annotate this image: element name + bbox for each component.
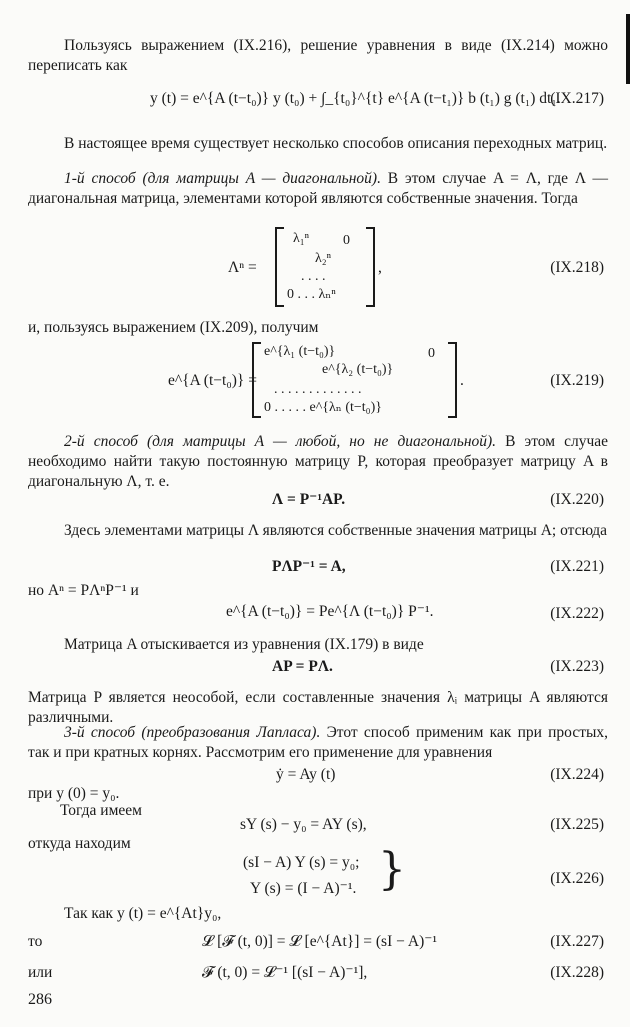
equation-225: sY (s) − y₀ = AY (s),: [240, 816, 367, 833]
equation-220: Λ = P⁻¹AP.: [272, 491, 346, 508]
equation-222: e^{A (t−t₀)} = Pe^{Λ (t−t₀)} P⁻¹.: [226, 603, 434, 620]
equation-223: AP = PΛ.: [272, 658, 333, 675]
equation-number-219: (IX.219): [550, 372, 604, 389]
equation-224: ẏ = Ay (t): [276, 766, 336, 783]
paragraph-2: В настоящее время существует несколько способов описания переходных матриц.: [64, 135, 608, 152]
paragraph-12: Тогда имеем: [60, 802, 142, 819]
matrix-cell: 0: [428, 346, 435, 361]
paragraph-7: но Aⁿ = PΛⁿP⁻¹ и: [28, 582, 139, 599]
method-1-heading: 1-й способ (для матрицы A — диагональной).: [64, 170, 381, 187]
equation-number-228: (IX.228): [550, 964, 604, 981]
matrix-cell: 0 . . . . . e^{λₙ (t−t₀)}: [264, 400, 382, 415]
matrix-cell: 0: [343, 233, 350, 248]
matrix-lambda-n: [275, 227, 375, 307]
method-3-text: Этот способ применим как при простых, так и при кратных корнях. Рассмотрим его применение для уравнения: [28, 724, 609, 761]
period: .: [460, 372, 464, 389]
matrix-cell: 0 . . . λₙⁿ: [287, 287, 336, 302]
paragraph-10: [28, 723, 608, 763]
paragraph-14: Так как y (t) = e^{At}y₀,: [64, 905, 222, 922]
paragraph-16: или: [28, 964, 53, 981]
method-1-text: В этом случае A = Λ, где Λ — диагональная матрица, элементами которой являются собственные значения. Тогда: [28, 170, 608, 207]
left-bracket: [275, 227, 284, 307]
left-bracket: [252, 342, 261, 418]
matrix-cell: . . . . . . . . . . . . .: [274, 382, 362, 397]
equation-221: PΛP⁻¹ = A,: [272, 558, 346, 575]
matrix-cell: . . . .: [301, 269, 326, 284]
paragraph-3: [28, 169, 608, 209]
equation-number-220: (IX.220): [550, 491, 604, 508]
matrix-cell: λ₂ⁿ: [315, 251, 332, 266]
equation-219-lhs: e^{A (t−t₀)} =: [168, 372, 257, 389]
equation-226-line-1: (sI − A) Y (s) = y₀;: [243, 854, 360, 871]
method-2-heading: 2-й способ (для матрицы A — любой, но не диагональной).: [64, 433, 497, 450]
equation-217: y (t) = e^{A (t−t₀)} y (t₀) + ∫_{t₀}^{t} e^{A (t−t₁)} b (t₁) g (t₁) dt₁.: [150, 90, 561, 107]
paragraph-4: и, пользуясь выражением (IX.209), получим: [28, 319, 319, 336]
equation-227: 𝓛 [𝓕 (t, 0)] = 𝓛 [e^{At}] = (sI − A)⁻¹: [202, 933, 438, 950]
method-3-heading: 3-й способ (преобразования Лапласа).: [64, 724, 321, 741]
paragraph-6: Здесь элементами матрицы Λ являются собственные значения матрицы A; отсюда: [64, 522, 608, 539]
equation-number-227: (IX.227): [550, 933, 604, 950]
equation-number-224: (IX.224): [550, 766, 604, 783]
paragraph-1: Пользуясь выражением (IX.216), решение уравнения в виде (IX.214) можно переписать как: [28, 37, 608, 74]
matrix-cell: e^{λ₂ (t−t₀)}: [322, 362, 394, 377]
right-bracket: [448, 342, 457, 418]
paragraph-9: Матрица P является неособой, если составленные значения λᵢ матрицы A являются различными.: [28, 689, 608, 726]
equation-number-223: (IX.223): [550, 658, 604, 675]
equation-number-226: (IX.226): [550, 870, 604, 887]
comma: ,: [378, 259, 382, 276]
equation-228: 𝓕 (t, 0) = 𝓛⁻¹ [(sI − A)⁻¹],: [202, 964, 368, 981]
method-2-text: В этом случае необходимо найти такую постоянную матрицу P, которая преобразует матрицу A в диагональную Λ, т. е.: [28, 433, 609, 490]
paragraph-5: [28, 432, 608, 492]
matrix-cell: λ₁ⁿ: [293, 231, 310, 246]
equation-number-217: (IX.217): [550, 90, 604, 107]
equation-number-225: (IX.225): [550, 816, 604, 833]
equation-number-222: (IX.222): [550, 605, 604, 622]
equation-226-line-2: Y (s) = (I − A)⁻¹.: [250, 880, 357, 897]
equation-218-lhs: Λⁿ =: [228, 259, 257, 276]
page-edge-mark: [626, 14, 630, 84]
paragraph-15: то: [28, 933, 43, 950]
page-number: 286: [28, 991, 52, 1008]
matrix-cell: e^{λ₁ (t−t₀)}: [264, 344, 336, 359]
equation-number-218: (IX.218): [550, 259, 604, 276]
matrix-exponential: [252, 342, 457, 418]
paragraph-8: Матрица A отыскивается из уравнения (IX.179) в виде: [64, 636, 424, 653]
paragraph-11: при y (0) = y₀.: [28, 785, 120, 802]
right-brace: }: [378, 844, 406, 895]
right-bracket: [366, 227, 375, 307]
equation-number-221: (IX.221): [550, 558, 604, 575]
paragraph-13: откуда находим: [28, 835, 131, 852]
